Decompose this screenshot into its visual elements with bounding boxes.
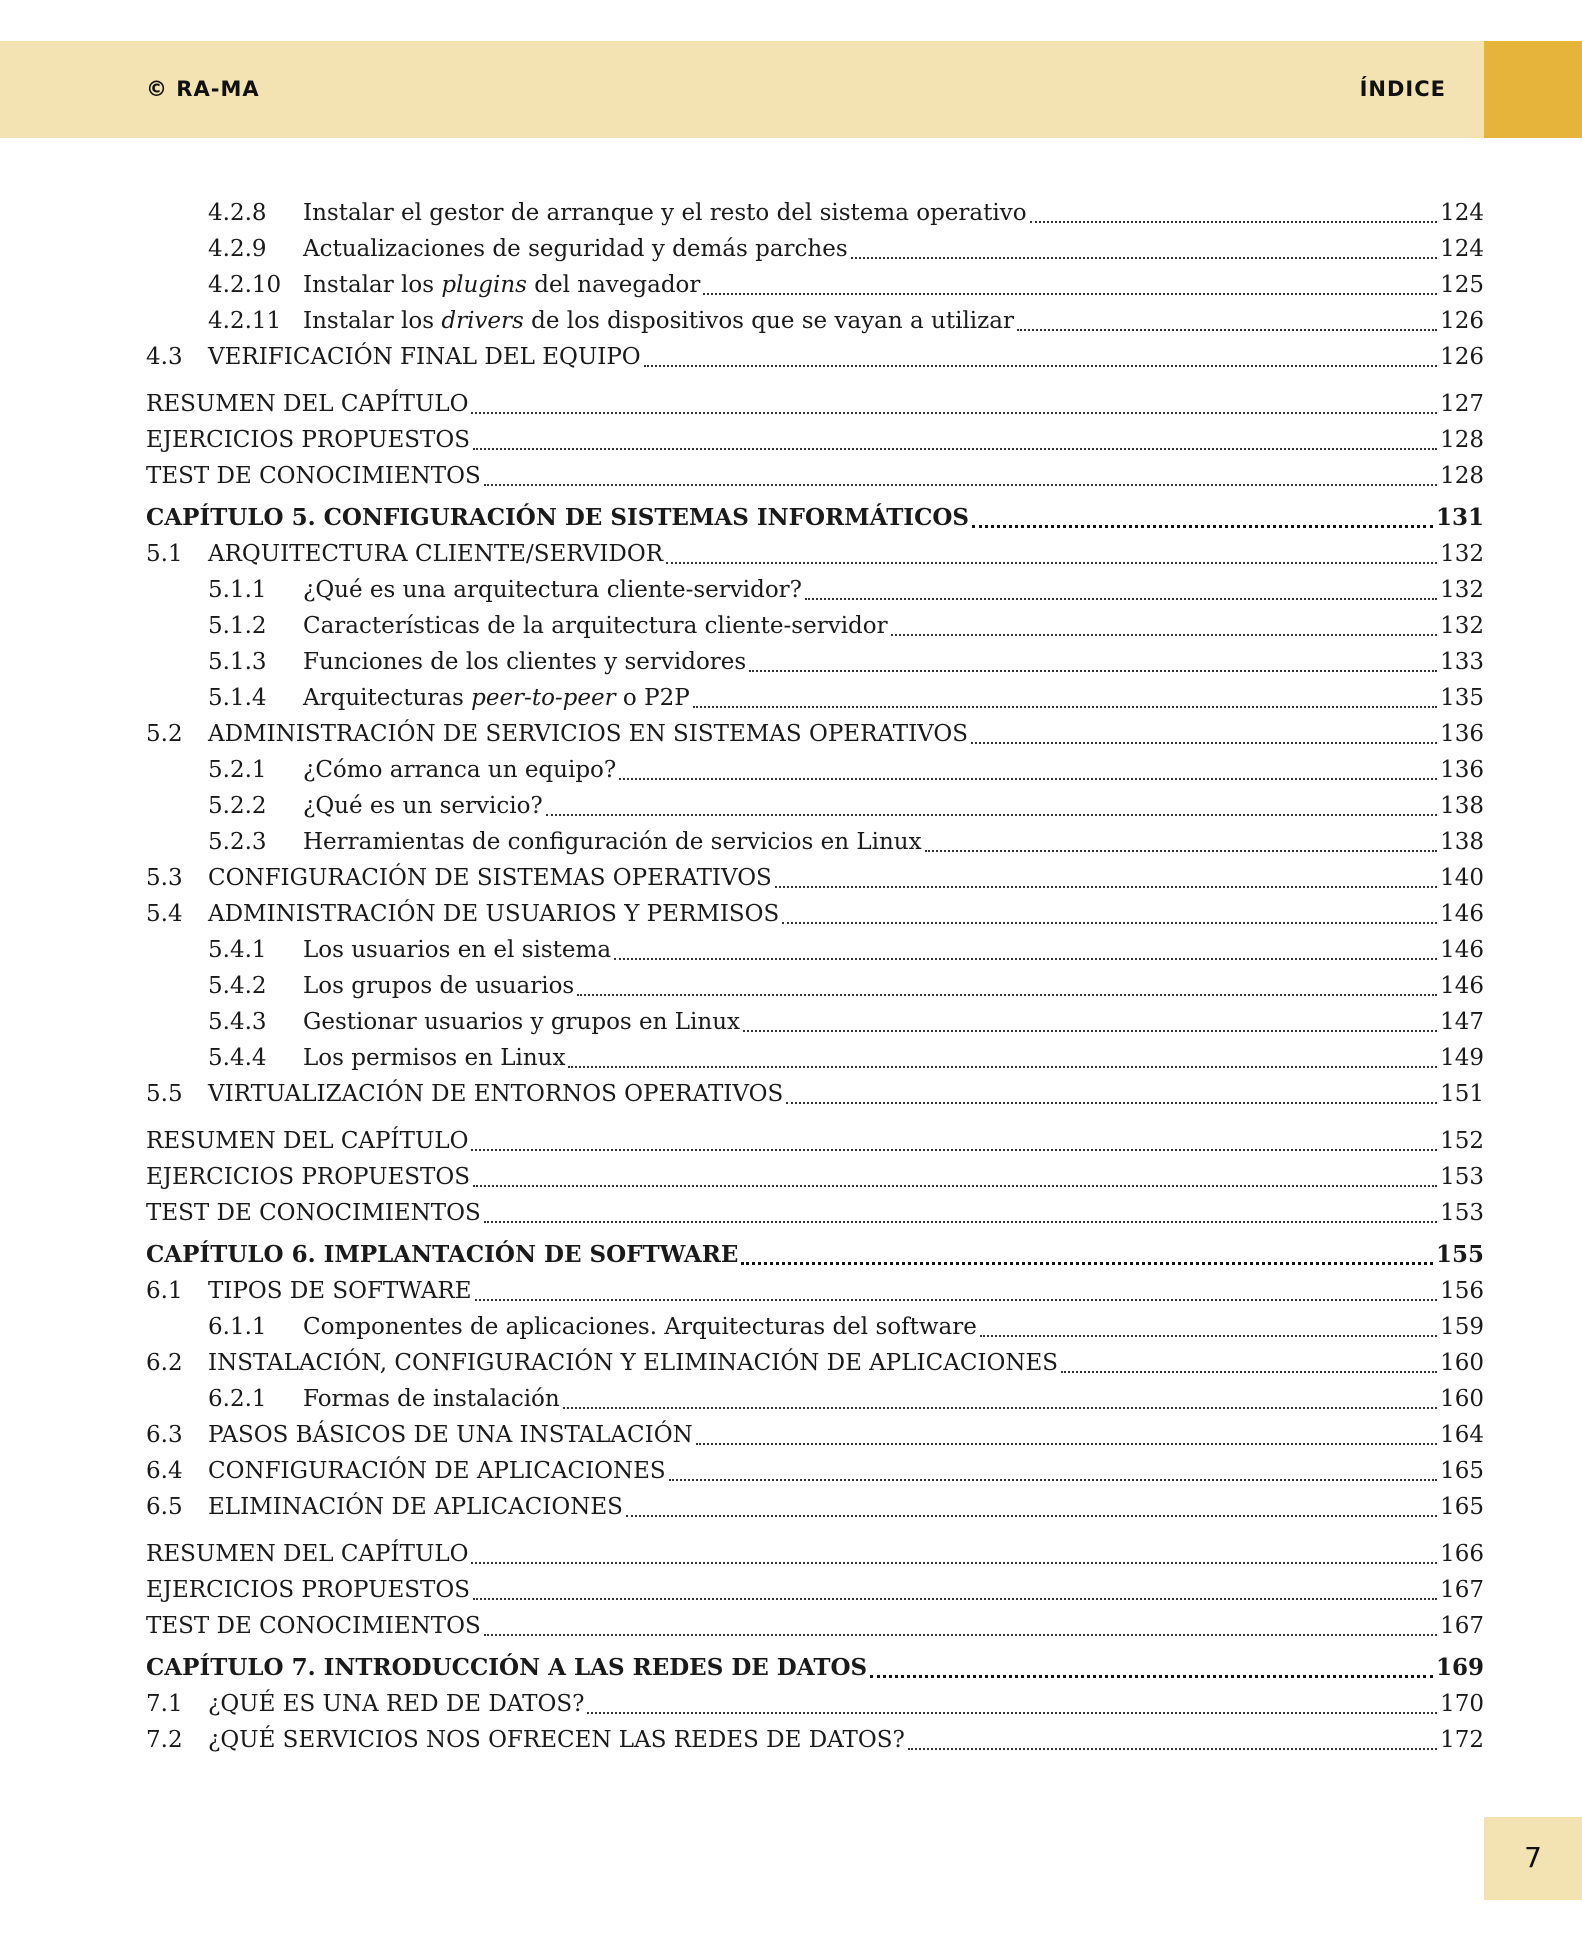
dot-leader bbox=[851, 257, 1437, 259]
dot-leader bbox=[626, 1515, 1437, 1517]
toc-entry-title bbox=[208, 860, 772, 896]
toc-title-part: ¿Qué es un servicio? bbox=[303, 793, 543, 819]
toc-entry-title bbox=[208, 339, 641, 375]
dot-leader bbox=[1030, 221, 1438, 223]
toc-entry-number: 5.1.2 bbox=[208, 613, 267, 639]
toc-title-part: ADMINISTRACIÓN DE USUARIOS Y PERMISOS bbox=[208, 901, 780, 927]
page-header bbox=[0, 41, 1582, 138]
dot-leader bbox=[471, 412, 1437, 414]
toc-title-part: Herramientas de configuración de servicios en Linux bbox=[303, 829, 922, 855]
toc-row[interactable] bbox=[146, 572, 1484, 608]
dot-leader bbox=[563, 1407, 1437, 1409]
dot-leader bbox=[666, 562, 1437, 564]
toc-page-number: 152 bbox=[1440, 1128, 1484, 1154]
toc-title-part: CONFIGURACIÓN DE SISTEMAS OPERATIVOS bbox=[208, 865, 772, 891]
toc-title-part: Formas de instalación bbox=[303, 1386, 560, 1412]
toc-entry-title bbox=[303, 195, 1027, 231]
toc-page-number: 151 bbox=[1440, 1081, 1484, 1107]
toc-row[interactable] bbox=[146, 303, 1484, 339]
toc-page-number: 135 bbox=[1440, 685, 1484, 711]
toc-title-italic-part: drivers bbox=[441, 308, 524, 334]
toc-entry-title bbox=[303, 932, 611, 968]
toc-title-part: INSTALACIÓN, CONFIGURACIÓN Y ELIMINACIÓN DE APLICACIONES bbox=[208, 1350, 1059, 1376]
toc-page-number: 170 bbox=[1440, 1691, 1484, 1717]
dot-leader bbox=[644, 365, 1437, 367]
toc-entry-number: 6.3 bbox=[146, 1422, 183, 1448]
dot-leader bbox=[1061, 1371, 1437, 1373]
toc-page-number: 160 bbox=[1440, 1386, 1484, 1412]
toc-entry-title bbox=[146, 1195, 481, 1231]
header-accent-block bbox=[1484, 41, 1582, 138]
toc-row[interactable] bbox=[146, 824, 1484, 860]
table-of-contents bbox=[146, 195, 1484, 1758]
toc-title-part: ELIMINACIÓN DE APLICACIONES bbox=[208, 1494, 623, 1520]
toc-entry-title bbox=[303, 824, 922, 860]
toc-entry-number: 5.4.4 bbox=[208, 1045, 267, 1071]
toc-page-number: 128 bbox=[1440, 463, 1484, 489]
toc-entry-title bbox=[208, 536, 663, 572]
toc-entry-number: 5.2.2 bbox=[208, 793, 267, 819]
toc-entry-number: 5.1 bbox=[146, 541, 183, 567]
toc-row[interactable] bbox=[146, 1273, 1484, 1309]
section-title: ÍNDICE bbox=[1359, 77, 1446, 101]
toc-entry-title bbox=[208, 716, 968, 752]
toc-entry-title bbox=[208, 1489, 623, 1525]
toc-title-part: EJERCICIOS PROPUESTOS bbox=[146, 1164, 471, 1190]
toc-entry-number: 4.2.9 bbox=[208, 236, 267, 262]
toc-row[interactable] bbox=[146, 1417, 1484, 1453]
toc-page-number: 165 bbox=[1440, 1494, 1484, 1520]
toc-entry-title bbox=[303, 608, 888, 644]
toc-row[interactable] bbox=[146, 680, 1484, 716]
toc-entry-title bbox=[208, 1273, 472, 1309]
toc-page-number: 153 bbox=[1440, 1200, 1484, 1226]
toc-entry-title bbox=[146, 1237, 738, 1273]
toc-page-number: 155 bbox=[1435, 1241, 1484, 1268]
dot-leader bbox=[473, 1185, 1437, 1187]
toc-row[interactable] bbox=[146, 1195, 1484, 1231]
toc-entry-title bbox=[208, 1722, 905, 1758]
toc-row[interactable] bbox=[146, 339, 1484, 375]
dot-leader bbox=[568, 1066, 1437, 1068]
toc-entry-title bbox=[303, 572, 802, 608]
toc-page-number: 160 bbox=[1440, 1350, 1484, 1376]
toc-page-number: 126 bbox=[1440, 344, 1484, 370]
dot-leader bbox=[484, 1221, 1437, 1223]
toc-entry-title bbox=[303, 1040, 565, 1076]
toc-entry-number: 4.2.10 bbox=[208, 272, 282, 298]
dot-leader bbox=[471, 1562, 1437, 1564]
dot-leader bbox=[473, 1598, 1437, 1600]
dot-leader bbox=[703, 293, 1437, 295]
page-number: 7 bbox=[1524, 1841, 1542, 1874]
dot-leader bbox=[749, 670, 1437, 672]
toc-entry-title bbox=[303, 267, 700, 303]
toc-chapter-row[interactable] bbox=[146, 1650, 1484, 1686]
toc-title-part: Instalar los bbox=[303, 272, 442, 298]
toc-page-number: 124 bbox=[1440, 200, 1484, 226]
toc-chapter-row[interactable] bbox=[146, 1237, 1484, 1273]
dot-leader bbox=[546, 814, 1437, 816]
toc-entry-title bbox=[146, 1123, 468, 1159]
toc-title-part: Instalar los bbox=[303, 308, 442, 334]
toc-entry-number: 6.1 bbox=[146, 1278, 183, 1304]
dot-leader bbox=[1017, 329, 1437, 331]
toc-row[interactable] bbox=[146, 1309, 1484, 1345]
toc-page-number: 138 bbox=[1440, 829, 1484, 855]
dot-leader bbox=[775, 886, 1437, 888]
dot-leader bbox=[484, 484, 1437, 486]
toc-page-number: 131 bbox=[1435, 504, 1484, 531]
toc-row[interactable] bbox=[146, 752, 1484, 788]
toc-title-part: CAPÍTULO 7. INTRODUCCIÓN A LAS REDES DE DATOS bbox=[146, 1654, 868, 1681]
toc-row[interactable] bbox=[146, 1159, 1484, 1195]
toc-entry-title bbox=[303, 752, 616, 788]
toc-row[interactable] bbox=[146, 1536, 1484, 1572]
toc-title-italic-part: peer-to-peer bbox=[471, 685, 616, 711]
toc-title-part: Componentes de aplicaciones. Arquitecturas del software bbox=[303, 1314, 977, 1340]
toc-row[interactable] bbox=[146, 896, 1484, 932]
dot-leader bbox=[870, 1675, 1433, 1678]
dot-leader bbox=[891, 634, 1437, 636]
toc-row[interactable] bbox=[146, 231, 1484, 267]
toc-page-number: 156 bbox=[1440, 1278, 1484, 1304]
toc-entry-title bbox=[146, 1572, 470, 1608]
toc-title-part: Arquitecturas bbox=[303, 685, 472, 711]
toc-title-part: RESUMEN DEL CAPÍTULO bbox=[146, 1541, 469, 1567]
dot-leader bbox=[782, 922, 1437, 924]
toc-entry-title bbox=[303, 1004, 740, 1040]
toc-entry-number: 5.2 bbox=[146, 721, 183, 747]
toc-entry-title bbox=[303, 644, 746, 680]
dot-leader bbox=[577, 994, 1437, 996]
toc-page-number: 136 bbox=[1440, 721, 1484, 747]
dot-leader bbox=[475, 1299, 1438, 1301]
toc-title-part: Gestionar usuarios y grupos en Linux bbox=[303, 1009, 740, 1035]
toc-row[interactable] bbox=[146, 195, 1484, 231]
toc-row[interactable] bbox=[146, 1489, 1484, 1525]
toc-entry-number: 6.2 bbox=[146, 1350, 183, 1376]
toc-chapter-row[interactable] bbox=[146, 500, 1484, 536]
toc-row[interactable] bbox=[146, 267, 1484, 303]
toc-page-number: 136 bbox=[1440, 757, 1484, 783]
toc-page-number: 146 bbox=[1440, 937, 1484, 963]
toc-page-number: 167 bbox=[1440, 1613, 1484, 1639]
toc-page-number: 146 bbox=[1440, 973, 1484, 999]
toc-entry-title bbox=[208, 1076, 783, 1112]
toc-page-number: 125 bbox=[1440, 272, 1484, 298]
dot-leader bbox=[980, 1335, 1437, 1337]
toc-page-number: 147 bbox=[1440, 1009, 1484, 1035]
toc-page-number: 164 bbox=[1440, 1422, 1484, 1448]
toc-entry-title bbox=[146, 1608, 481, 1644]
toc-page-number: 132 bbox=[1440, 577, 1484, 603]
toc-row[interactable] bbox=[146, 716, 1484, 752]
toc-row[interactable] bbox=[146, 1345, 1484, 1381]
toc-entry-number: 5.4.3 bbox=[208, 1009, 267, 1035]
toc-row[interactable] bbox=[146, 1076, 1484, 1112]
toc-title-part: TIPOS DE SOFTWARE bbox=[208, 1278, 472, 1304]
toc-row[interactable] bbox=[146, 1040, 1484, 1076]
toc-entry-title bbox=[146, 500, 969, 536]
toc-row[interactable] bbox=[146, 386, 1484, 422]
dot-leader bbox=[805, 598, 1437, 600]
toc-entry-title bbox=[208, 1453, 666, 1489]
toc-row[interactable] bbox=[146, 788, 1484, 824]
toc-title-part: CAPÍTULO 6. IMPLANTACIÓN DE SOFTWARE bbox=[146, 1241, 739, 1268]
toc-entry-number: 5.5 bbox=[146, 1081, 183, 1107]
toc-entry-number: 5.2.3 bbox=[208, 829, 267, 855]
toc-entry-title bbox=[303, 968, 574, 1004]
toc-title-part: VERIFICACIÓN FINAL DEL EQUIPO bbox=[208, 344, 641, 370]
toc-title-part: Características de la arquitectura cliente-servidor bbox=[303, 613, 888, 639]
toc-page-number: 167 bbox=[1440, 1577, 1484, 1603]
toc-page-number: 172 bbox=[1440, 1727, 1484, 1753]
toc-title-part: Los grupos de usuarios bbox=[303, 973, 575, 999]
toc-title-part: ¿QUÉ ES UNA RED DE DATOS? bbox=[208, 1691, 585, 1717]
toc-entry-number: 5.1.1 bbox=[208, 577, 267, 603]
toc-entry-title bbox=[208, 1345, 1058, 1381]
toc-title-part: Instalar el gestor de arranque y el resto del sistema operativo bbox=[303, 200, 1027, 226]
toc-page-number: 138 bbox=[1440, 793, 1484, 819]
toc-title-part: Los permisos en Linux bbox=[303, 1045, 566, 1071]
toc-entry-title bbox=[146, 1650, 867, 1686]
toc-entry-title bbox=[208, 1417, 693, 1453]
toc-page-number: 126 bbox=[1440, 308, 1484, 334]
toc-row[interactable] bbox=[146, 1123, 1484, 1159]
toc-title-part: VIRTUALIZACIÓN DE ENTORNOS OPERATIVOS bbox=[208, 1081, 784, 1107]
dot-leader bbox=[971, 742, 1437, 744]
toc-title-part: PASOS BÁSICOS DE UNA INSTALACIÓN bbox=[208, 1422, 693, 1448]
toc-title-part: ARQUITECTURA CLIENTE/SERVIDOR bbox=[208, 541, 664, 567]
toc-entry-number: 6.1.1 bbox=[208, 1314, 267, 1340]
dot-leader bbox=[908, 1748, 1437, 1750]
dot-leader bbox=[972, 525, 1433, 528]
toc-entry-title bbox=[303, 1381, 560, 1417]
toc-page-number: 133 bbox=[1440, 649, 1484, 675]
toc-row[interactable] bbox=[146, 644, 1484, 680]
toc-title-part: Los usuarios en el sistema bbox=[303, 937, 612, 963]
toc-row[interactable] bbox=[146, 1453, 1484, 1489]
toc-page-number: 124 bbox=[1440, 236, 1484, 262]
toc-entry-title bbox=[146, 1159, 470, 1195]
toc-title-part: o P2P bbox=[615, 685, 690, 711]
toc-page-number: 140 bbox=[1440, 865, 1484, 891]
toc-entry-number: 5.2.1 bbox=[208, 757, 267, 783]
toc-title-part: ¿Cómo arranca un equipo? bbox=[303, 757, 617, 783]
toc-row[interactable] bbox=[146, 1004, 1484, 1040]
toc-title-part: ADMINISTRACIÓN DE SERVICIOS EN SISTEMAS OPERATIVOS bbox=[208, 721, 968, 747]
toc-row[interactable] bbox=[146, 932, 1484, 968]
toc-entry-title bbox=[146, 386, 468, 422]
toc-entry-number: 4.3 bbox=[146, 344, 183, 370]
dot-leader bbox=[587, 1712, 1437, 1714]
dot-leader bbox=[693, 706, 1437, 708]
toc-entry-number: 6.2.1 bbox=[208, 1386, 267, 1412]
toc-title-part: TEST DE CONOCIMIENTOS bbox=[146, 463, 481, 489]
dot-leader bbox=[669, 1479, 1437, 1481]
toc-row[interactable] bbox=[146, 1381, 1484, 1417]
toc-page-number: 149 bbox=[1440, 1045, 1484, 1071]
toc-row[interactable] bbox=[146, 1608, 1484, 1644]
toc-entry-title bbox=[146, 458, 481, 494]
publisher-mark: © RA-MA bbox=[146, 77, 260, 101]
toc-title-part: TEST DE CONOCIMIENTOS bbox=[146, 1613, 481, 1639]
toc-title-part: EJERCICIOS PROPUESTOS bbox=[146, 427, 471, 453]
toc-entry-title bbox=[303, 231, 848, 267]
toc-entry-number: 7.2 bbox=[146, 1727, 183, 1753]
toc-entry-title bbox=[208, 1686, 584, 1722]
toc-entry-title bbox=[303, 788, 543, 824]
toc-row[interactable] bbox=[146, 1686, 1484, 1722]
toc-row[interactable] bbox=[146, 422, 1484, 458]
toc-title-part: CONFIGURACIÓN DE APLICACIONES bbox=[208, 1458, 666, 1484]
toc-page-number: 166 bbox=[1440, 1541, 1484, 1567]
toc-entry-number: 4.2.8 bbox=[208, 200, 267, 226]
toc-title-part: RESUMEN DEL CAPÍTULO bbox=[146, 1128, 469, 1154]
toc-page-number: 132 bbox=[1440, 613, 1484, 639]
toc-title-part: de los dispositivos que se vayan a utilizar bbox=[523, 308, 1014, 334]
toc-entry-number: 6.5 bbox=[146, 1494, 183, 1520]
toc-title-part: CAPÍTULO 5. CONFIGURACIÓN DE SISTEMAS INFORMÁTICOS bbox=[146, 504, 970, 531]
toc-page-number: 153 bbox=[1440, 1164, 1484, 1190]
toc-title-part: RESUMEN DEL CAPÍTULO bbox=[146, 391, 469, 417]
dot-leader bbox=[925, 850, 1438, 852]
toc-entry-number: 5.4 bbox=[146, 901, 183, 927]
toc-row[interactable] bbox=[146, 1722, 1484, 1758]
toc-title-part: del navegador bbox=[526, 272, 701, 298]
dot-leader bbox=[619, 778, 1437, 780]
toc-page-number: 165 bbox=[1440, 1458, 1484, 1484]
toc-entry-number: 5.4.1 bbox=[208, 937, 267, 963]
toc-title-part: ¿QUÉ SERVICIOS NOS OFRECEN LAS REDES DE DATOS? bbox=[208, 1727, 905, 1753]
toc-entry-title bbox=[303, 680, 690, 716]
toc-entry-title bbox=[303, 1309, 977, 1345]
toc-entry-number: 4.2.11 bbox=[208, 308, 282, 334]
toc-row[interactable] bbox=[146, 608, 1484, 644]
toc-entry-number: 5.3 bbox=[146, 865, 183, 891]
dot-leader bbox=[696, 1443, 1437, 1445]
toc-entry-number: 7.1 bbox=[146, 1691, 183, 1717]
toc-page-number: 127 bbox=[1440, 391, 1484, 417]
dot-leader bbox=[484, 1634, 1437, 1636]
page-number-box bbox=[1484, 1817, 1582, 1900]
dot-leader bbox=[473, 448, 1437, 450]
toc-entry-title bbox=[146, 422, 470, 458]
toc-entry-number: 5.4.2 bbox=[208, 973, 267, 999]
toc-row[interactable] bbox=[146, 968, 1484, 1004]
dot-leader bbox=[741, 1262, 1433, 1265]
toc-row[interactable] bbox=[146, 458, 1484, 494]
toc-title-part: ¿Qué es una arquitectura cliente-servidor? bbox=[303, 577, 803, 603]
dot-leader bbox=[743, 1030, 1437, 1032]
toc-page-number: 146 bbox=[1440, 901, 1484, 927]
toc-title-part: EJERCICIOS PROPUESTOS bbox=[146, 1577, 471, 1603]
toc-page-number: 128 bbox=[1440, 427, 1484, 453]
toc-entry-number: 5.1.3 bbox=[208, 649, 267, 675]
toc-entry-title bbox=[208, 896, 779, 932]
toc-row[interactable] bbox=[146, 860, 1484, 896]
toc-row[interactable] bbox=[146, 1572, 1484, 1608]
toc-entry-number: 5.1.4 bbox=[208, 685, 267, 711]
toc-title-part: TEST DE CONOCIMIENTOS bbox=[146, 1200, 481, 1226]
toc-entry-title bbox=[303, 303, 1014, 339]
toc-entry-number: 6.4 bbox=[146, 1458, 183, 1484]
toc-title-part: Actualizaciones de seguridad y demás parches bbox=[303, 236, 848, 262]
toc-title-part: Funciones de los clientes y servidores bbox=[303, 649, 747, 675]
toc-entry-title bbox=[146, 1536, 468, 1572]
toc-page-number: 159 bbox=[1440, 1314, 1484, 1340]
toc-page-number: 169 bbox=[1435, 1654, 1484, 1681]
toc-title-italic-part: plugins bbox=[441, 272, 527, 298]
toc-row[interactable] bbox=[146, 536, 1484, 572]
dot-leader bbox=[786, 1102, 1437, 1104]
toc-page-number: 132 bbox=[1440, 541, 1484, 567]
dot-leader bbox=[471, 1149, 1437, 1151]
dot-leader bbox=[614, 958, 1437, 960]
